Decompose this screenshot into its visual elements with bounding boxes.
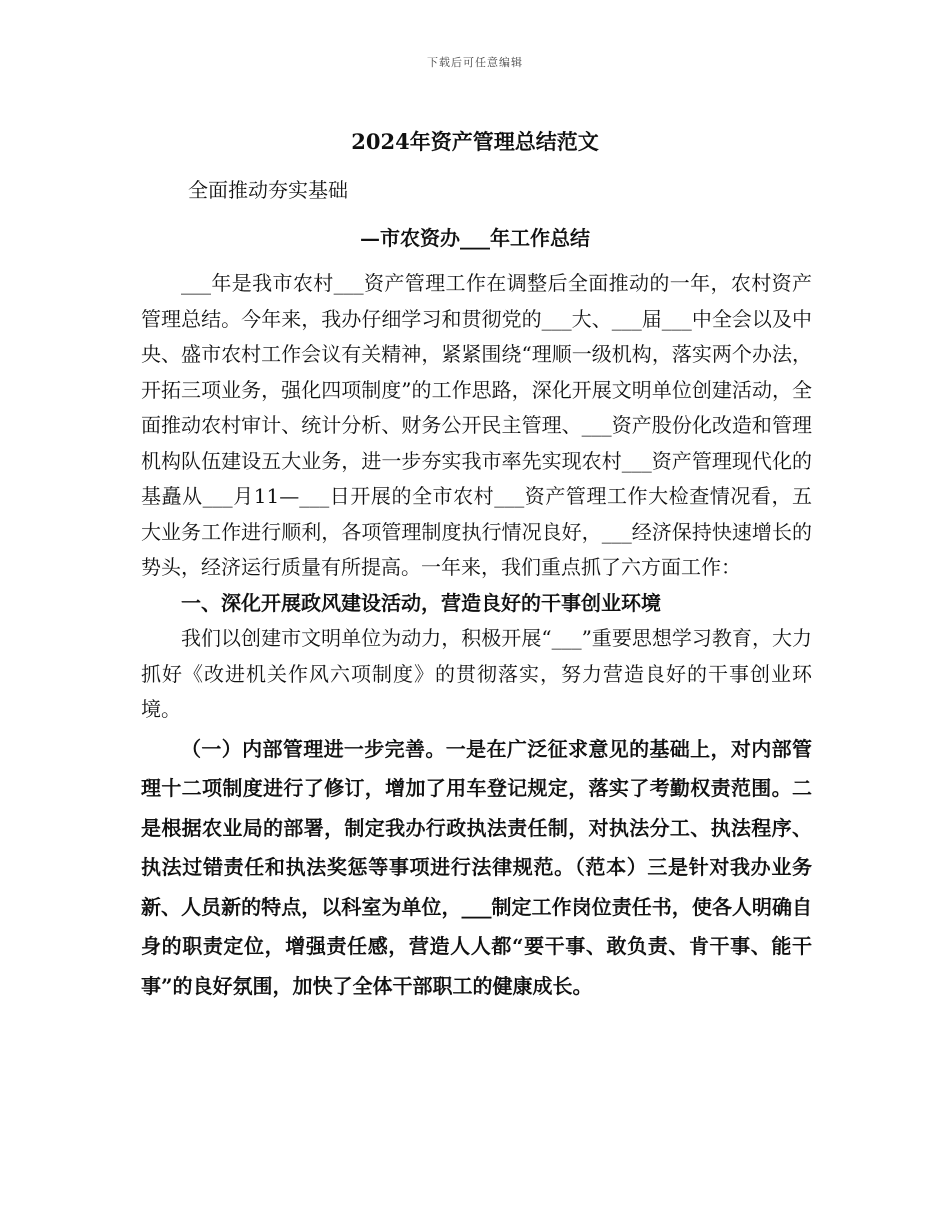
paragraph-section-1: 我们以创建市文明单位为动力，积极开展“___”重要思想学习教育，大力抓好《改进机关作风六项制度》的贯彻落实，努力营造良好的干事创业环境。: [141, 626, 812, 721]
document-subtitle: 全面推动夯实基础: [188, 178, 348, 202]
paragraph-internal-management: （一）内部管理进一步完善。一是在广泛征求意见的基础上，对内部管理十二项制度进行了修订，增加了用车登记规定，落实了考勤权责范围。二是根据农业局的部署，制定我办行政执法责任制，对执法分工、执法程序、执法过错责任和执法奖惩等事项进行法律规范。（范本）三是针对我办业务新、人员新的特点，以科室为单位，___制定工作岗位责任书，使各人明确自身的职责定位，增强责任感，营造人人都“要干事、敢负责、肯干事、能干事”的良好氛围，加快了全体干部职工的健康成长。: [141, 736, 812, 998]
document-title: 2024年资产管理总结范文: [351, 129, 599, 154]
section-heading-1: 一、深化开展政风建设活动，营造良好的干事创业环境: [181, 590, 661, 615]
document-department-line: —市农资办___年工作总结: [360, 226, 590, 250]
page-header-note: 下载后可任意编辑: [427, 56, 523, 69]
paragraph-intro: ___年是我市农村___资产管理工作在调整后全面推动的一年，农村资产管理总结。今年来，我办仔细学习和贯彻党的___大、___届___中全会以及中央、盛市农村工作会议有关精神，紧紧围绕“理顺一级机构，落实两个办法，开拓三项业务，强化四项制度”的工作思路，深化开展文明单位创建活动，全面推动农村审计、统计分析、财务公开民主管理、___资产股份化改造和管理机构队伍建设五大业务，进一步夯实我市率先实现农村___资产管理现代化的基矗从___月11—___日开展的全市农村___资产管理工作大检查情况看，五大业务工作进行顺利，各项管理制度执行情况良好，___经济保持快速增长的势头，经济运行质量有所提高。一年来，我们重点抓了六方面工作：: [141, 271, 812, 579]
document-body: [141, 266, 812, 1006]
